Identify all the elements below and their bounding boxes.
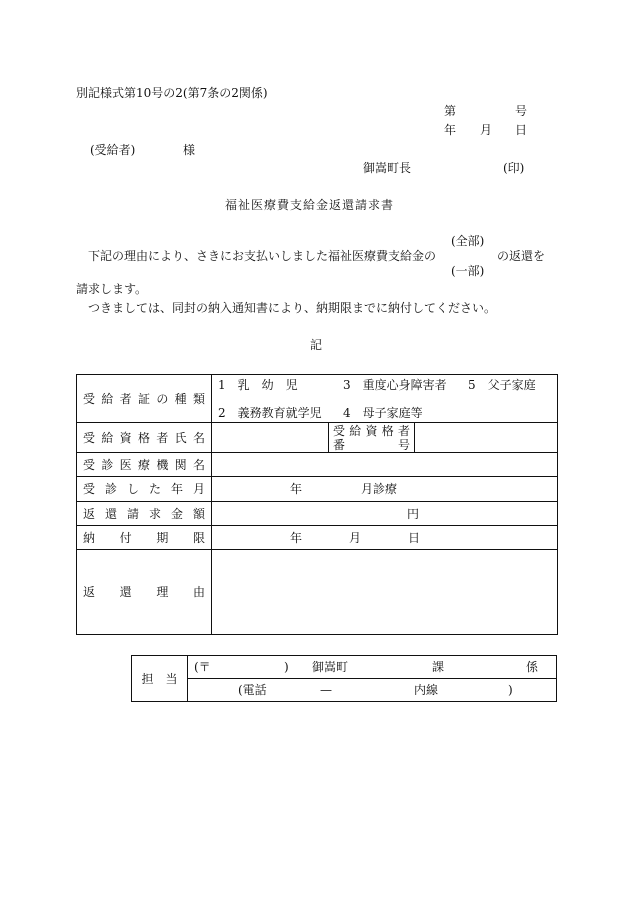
- name-label: 受給資格者氏名: [77, 423, 212, 453]
- due-value[interactable]: [212, 526, 558, 550]
- number-value[interactable]: [415, 423, 558, 453]
- extension-label: 内線: [414, 683, 439, 697]
- kakari-label: 係: [526, 660, 539, 674]
- ki-heading: 記: [310, 338, 323, 352]
- tel-dash: —: [320, 683, 332, 697]
- kind-option-2: 2 義務教育就学児: [218, 406, 322, 420]
- postal-open: (〒: [194, 660, 211, 674]
- kind-options: [212, 375, 558, 423]
- visit-row: [77, 477, 558, 502]
- tel-close: ): [508, 683, 513, 697]
- number-label: [329, 423, 415, 453]
- due-day: 日: [408, 531, 421, 545]
- postal-close: ): [284, 660, 289, 674]
- kind-option-3: 3 重度心身障害者: [343, 378, 447, 392]
- kind-row: [77, 375, 558, 423]
- kind-option-1: 1 乳 幼 児: [218, 378, 298, 392]
- number-label-line-2: 番 号: [333, 437, 410, 452]
- amount-value[interactable]: [212, 502, 558, 526]
- zenbu-label: (全部): [451, 234, 485, 248]
- number-go: 号: [515, 104, 528, 118]
- visit-month: 月診療: [361, 482, 398, 496]
- contact-row-2: [132, 679, 557, 702]
- visit-year: 年: [290, 482, 303, 496]
- contact-table: [131, 655, 557, 702]
- reason-value[interactable]: [212, 550, 558, 635]
- body-line-3: つきましては、同封の納入通知書により、納期限までに納付してください。: [88, 301, 497, 315]
- kind-label: 受給者証の種類: [77, 375, 212, 423]
- clinic-value[interactable]: [212, 453, 558, 477]
- contact-label: 担 当: [132, 656, 188, 702]
- visit-label: 受診した年月: [77, 477, 212, 502]
- clinic-row: [77, 453, 558, 477]
- form-reference: 別記様式第10号の2(第7条の2関係): [76, 86, 268, 100]
- ichibu-label: (一部): [451, 264, 485, 278]
- visit-value[interactable]: [212, 477, 558, 502]
- kind-option-4: 4 母子家庭等: [343, 406, 423, 420]
- issuer-name: 御嵩町長: [363, 161, 412, 175]
- body-line-1a: 下記の理由により、さきにお支払いしました福祉医療費支給金の: [88, 249, 437, 263]
- name-row: [77, 423, 558, 453]
- amount-row: [77, 502, 558, 526]
- seal-mark: (印): [503, 161, 525, 175]
- tel-open: (電話: [238, 683, 267, 697]
- ka-label: 課: [432, 660, 445, 674]
- amount-label: 返還請求金額: [77, 502, 212, 526]
- due-row: [77, 526, 558, 550]
- kind-option-5: 5 父子家庭: [468, 378, 536, 392]
- amount-unit: 円: [407, 507, 420, 521]
- number-label-line-1: 受給資格者: [333, 423, 410, 438]
- clinic-label: 受診医療機関名: [77, 453, 212, 477]
- reason-label: 返還理由: [77, 550, 212, 635]
- date-day: 日: [515, 123, 528, 137]
- due-month: 月: [349, 531, 362, 545]
- town-name: 御嵩町: [312, 660, 349, 674]
- date-year: 年: [444, 123, 457, 137]
- due-year: 年: [290, 531, 303, 545]
- reason-row: [77, 550, 558, 635]
- contact-row-1: [132, 656, 557, 679]
- body-line-2: 請求します。: [76, 282, 148, 296]
- recipient-label: (受給者): [90, 143, 136, 157]
- contact-phone: [188, 679, 557, 702]
- contact-address: [188, 656, 557, 679]
- document-title: 福祉医療費支給金返還請求書: [225, 198, 395, 212]
- date-month: 月: [480, 123, 493, 137]
- due-label: 納付期限: [77, 526, 212, 550]
- sama-label: 様: [183, 143, 196, 157]
- number-dai: 第: [444, 104, 457, 118]
- name-value[interactable]: [212, 423, 329, 453]
- claim-form-table: [76, 374, 558, 635]
- body-line-1b: の返還を: [497, 249, 546, 263]
